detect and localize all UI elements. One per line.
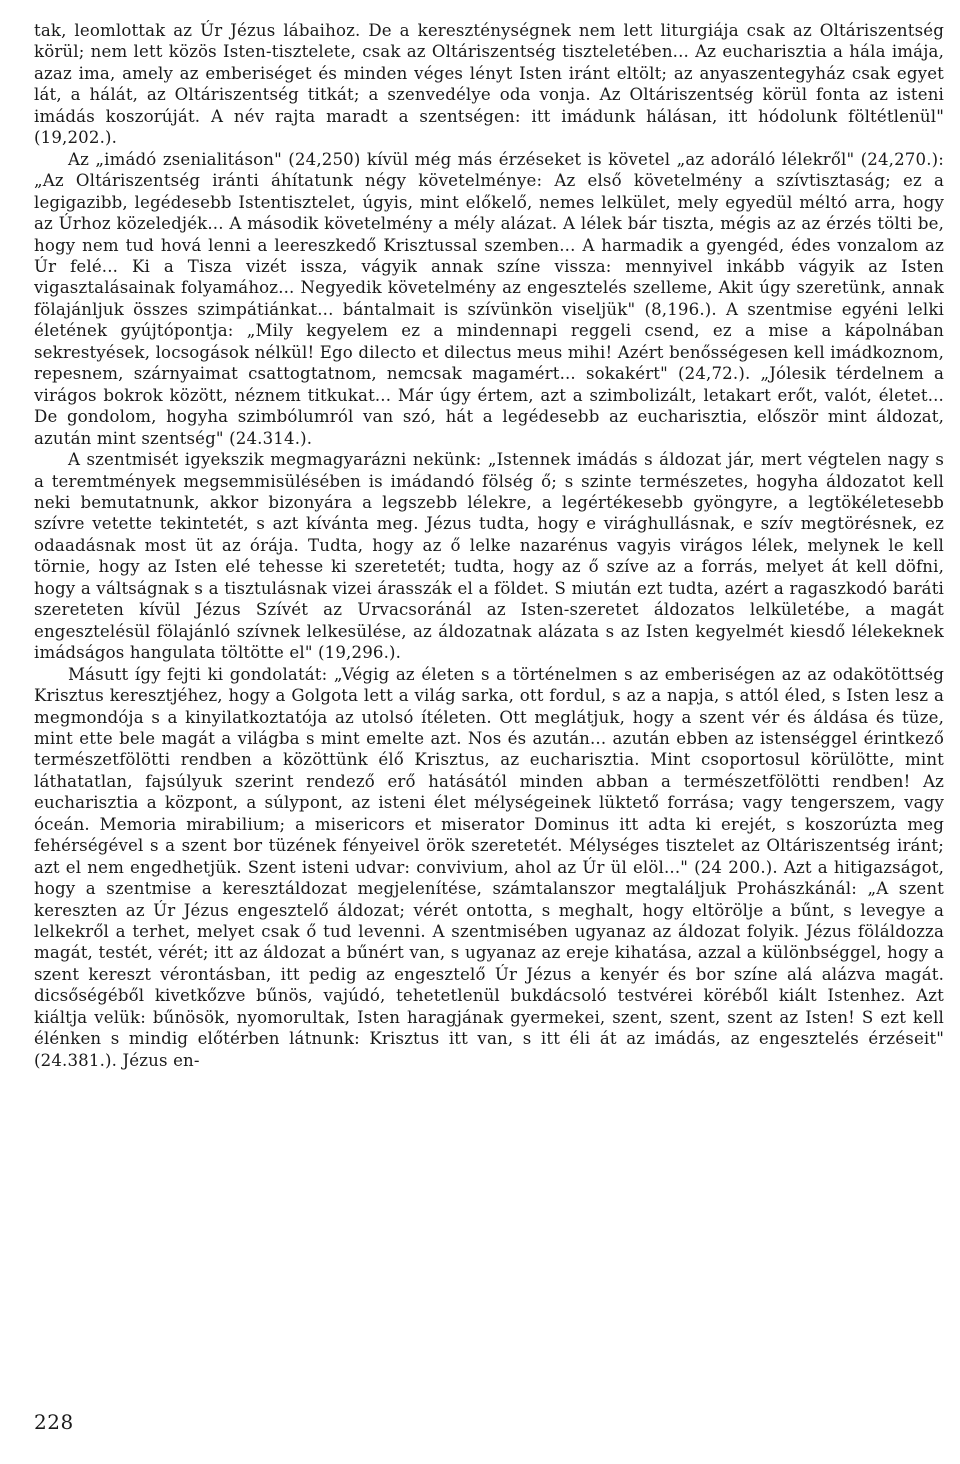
paragraph-4: Másutt így fejti ki gondolatát: „Végig az életen s a történelmen s az emberiségen az az odakötöttség Krisztus keresztjéhez, hogy a Golgota lett a világ sarka, ott fordul, s az a napja, s attól éled, s Isten lesz a megmondója s a kinyilatkoztatója az utolsó ítéleten. Ott meglátjuk, hogy a szent vér és áldása és tüze, mint ette bele magát a világba s mint emelte azt. Nos és azután... azután ebben az istenséggel érintkező természetfölötti rendben a közöttünk élő Krisztus, az eucharisztia. Mint csoportosul körülötte, mint láthatatlan, fajsúlyuk szerint rendező erő hatásától minden abban a természetfölötti rendben! Az eucharisztia a központ, a súlypont, az isteni élet mélységeinek lüktető forrása; vagy tengerszem, vagy óceán. Memoria mirabilium; a misericors et miserator Dominus itt adta ki erejét, s koszorúzta meg fehérségével s a szent bor tüzének fényeivel örök szeretetét. Mélységes tisztelet az Oltáriszentség iránt; azt el nem engedhetjük. Szent isteni udvar: convivium, ahol az Úr ül elöl..." (24 200.). Azt a hitigazságot, hogy a szentmise a keresztáldozat megjelenítése, számtalanszor megtaláljuk Prohászkánál: „A szent kereszten az Úr Jézus engesztelő áldozat; vérét ontotta, s meghalt, hogy eltörölje a bűnt, s levegye a lelkekről a terhet, melyet csak ő tud levenni. A szentmisében ugyanaz az áldozat folyik. Jézus föláldozza magát, testét, vérét; itt az áldozat a bűnért van, s ugyanaz az ereje kihatása, azzal a különbséggel, hogy a szent kereszt vérontásban, itt pedig az engesztelő Úr Jézus a kenyér és bor színe alá alázva magát. dicsőségéből kivetkőzve bűnös, vajúdó, tehetetlenül bukdácsoló testvérei köréből kiált Istenhez. Azt kiáltja velük: bűnösök, nyomorultak, Isten haragjának gyermekei, szent, szent, szent az Isten! S ezt kell élénken s mindig előtérben látnunk: Krisztus itt van, s itt éli át az imádás, az engesztelés érzéseit" (24.381.). Jézus en- (34, 664, 944, 1070)
page-text-body (34, 20, 944, 1071)
paragraph-2: Az „imádó zsenialitáson" (24,250) kívül még más érzéseket is követel „az adoráló lélekről" (24,270.): „Az Oltáriszentség iránti áhítatunk négy követelménye: Az első követelmény a szívtisztaság; ez a legigazibb, legédesebb Istentisztelet, úgyis, mint előkelő, nemes lelkület, mely egyedül méltó arra, hogy az Úrhoz közeledjék... A második követelmény a mély alázat. A lélek bár tiszta, mégis az az érzés tölti be, hogy nem tud hová lenni a leereszkedő Krisztussal szemben... A harmadik a gyengéd, édes vonzalom az Úr felé... Ki a Tisza vizét issza, vágyik annak színe vissza: mennyivel inkább vágyik az Isten vigasztalásainak folyamához... Negyedik követelmény az engesztelés szelleme, Akit úgy szeretünk, annak fölajánljuk összes szimpátiánkat... bántalmait is szívünkön viseljük" (8,196.). A szentmise egyéni lelki életének gyújtópontja: „Mily kegyelem ez a mindennapi reggeli csend, ez a mise a kápolnában sekrestyések, locsogások nélkül! Ego dilecto et dilectus meus mihi! Azért benősségesen kell imádkoznom, repesnem, szárnyaimat csattogtatnom, nemcsak magamért... sokakért" (24,72.). „Jólesik térdelnem a virágos bokrok között, néznem titkukat... Már úgy értem, azt a szimbolizált, letakart erőt, valót, életet... De gondolom, hogyha szimbólumról van szó, hát a legédesebb az eucharisztia, először mint áldozat, azután mint szentség" (24.314.). (34, 149, 944, 448)
paragraph-1: tak, leomlottak az Úr Jézus lábaihoz. De a kereszténységnek nem lett liturgiája csak az Oltáriszentség körül; nem lett közös Isten-tisztelete, csak az Oltáriszentség tiszteletében... Az eucharisztia a hála imája, azaz ima, amely az emberiséget és minden véges lényt Isten iránt eltölt; az anyaszentegyház csak egyet lát, a hálát, az Oltáriszentség titkát; a szenvedélye oda vonja. Az Oltáriszentség körül fonta az isteni imádás koszorúját. A név rajta maradt a szentségen: itt imádunk hálásan, itt hódolunk föltétlenül" (19,202.). (34, 21, 944, 148)
paragraph-3: A szentmisét igyekszik megmagyarázni nekünk: „Istennek imádás s áldozat jár, mert végtelen nagy s a teremtmények megsemmisülésében is imádandó fölség ő; s szinte természetes, hogyha áldozatot kell neki bemutatnunk, akkor bizonyára a legszebb lélekre, a legértékesebb gyöngyre, a legtökéletesebb szívre vetette tekintetét, s azt kívánta meg. Jézus tudta, hogy e virághullásnak, e szív megtörésnek, ez odaadásnak most üt az órája. Tudta, hogy az ő lelke nazarénus vagyis virágos lélek, melynek le kell törnie, hogy az Isten elé tehesse ki szeretetét; tudta, hogy az ő szíve az a forrás, melyet át kell döfni, hogy a váltságnak s a tisztulásnak vizei árasszák el a földet. S miután ezt tudta, azért a ragaszkodó baráti szereteten kívül Jézus Szívét az Urvacsoránál az Isten-szeretet áldozatos lelkületébe, a magát engesztelésül fölajánló szívnek lelkesülése, az áldozatnak alázata s az Isten kegyelmét kiesdő lélekeknek imádságos hangulata töltötte el" (19,296.). (34, 450, 944, 663)
page-number: 228 (34, 1410, 74, 1434)
